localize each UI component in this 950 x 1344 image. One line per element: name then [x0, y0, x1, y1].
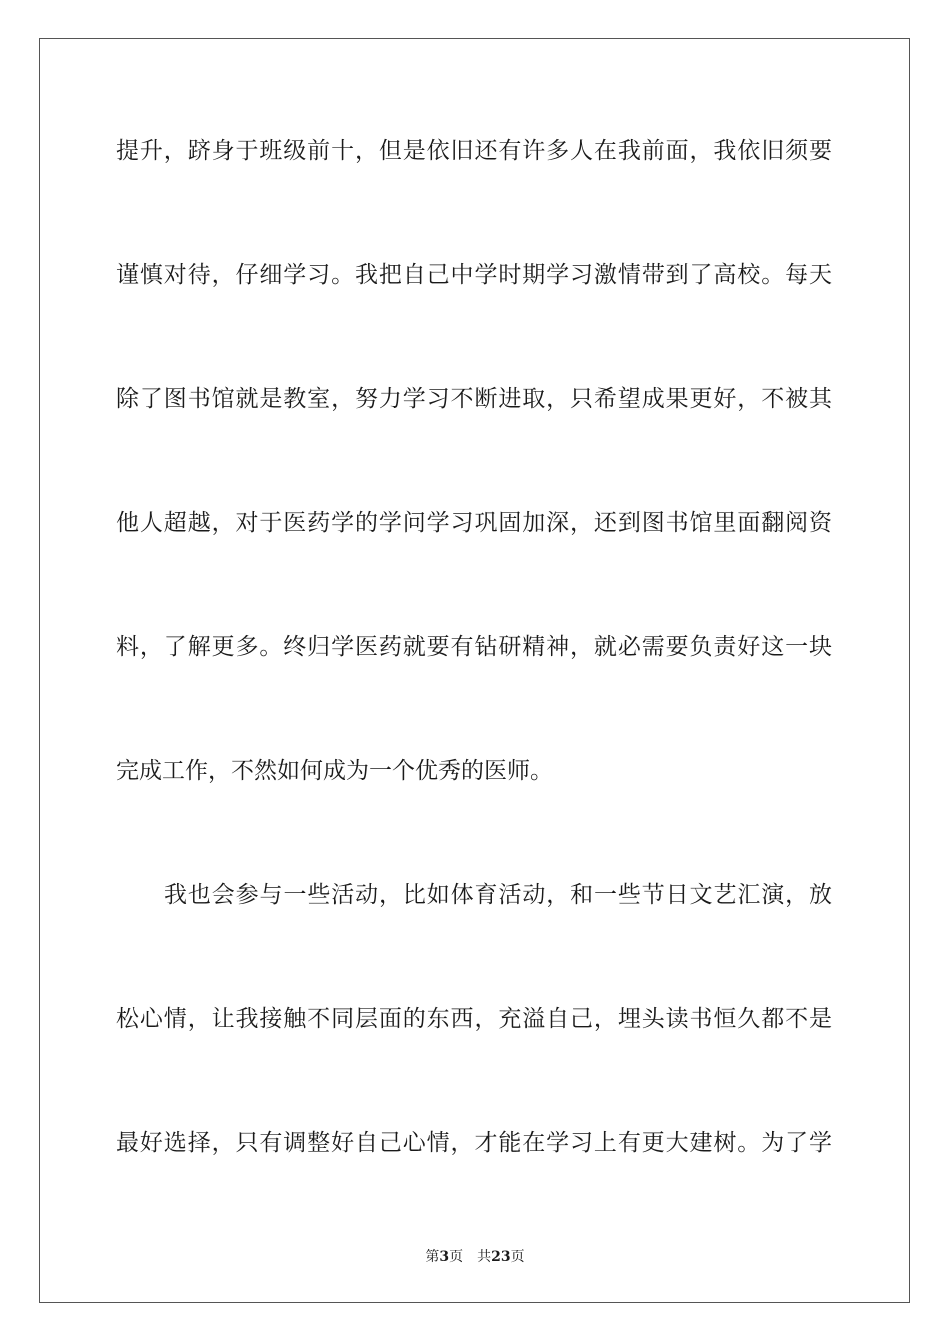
body-text-line-9: 最好选择，只有调整好自己心情，才能在学习上有更大建树。为了学	[116, 1130, 832, 1156]
page-footer	[0, 1248, 950, 1266]
total-pages-label: 共23页	[477, 1249, 525, 1265]
body-text-line-2: 谨慎对待，仔细学习。我把自己中学时期学习激情带到了高校。每天	[116, 262, 832, 288]
body-text-line-6: 完成工作，不然如何成为一个优秀的医师。	[116, 758, 553, 784]
body-text-line-1: 提升，跻身于班级前十，但是依旧还有许多人在我前面，我依旧须要	[116, 138, 832, 164]
page-number-label: 第3页	[425, 1249, 464, 1265]
body-text-line-4: 他人超越，对于医药学的学问学习巩固加深，还到图书馆里面翻阅资	[116, 510, 832, 536]
body-text-line-3: 除了图书馆就是教室，努力学习不断进取，只希望成果更好，不被其	[116, 386, 832, 412]
body-text-line-8: 松心情，让我接触不同层面的东西，充溢自己，埋头读书恒久都不是	[116, 1006, 832, 1032]
body-text-line-5: 料，了解更多。终归学医药就要有钻研精神，就必需要负责好这一块	[116, 634, 832, 660]
body-text-line-7: 我也会参与一些活动，比如体育活动，和一些节日文艺汇演，放	[164, 882, 832, 908]
page-border	[39, 38, 910, 1303]
